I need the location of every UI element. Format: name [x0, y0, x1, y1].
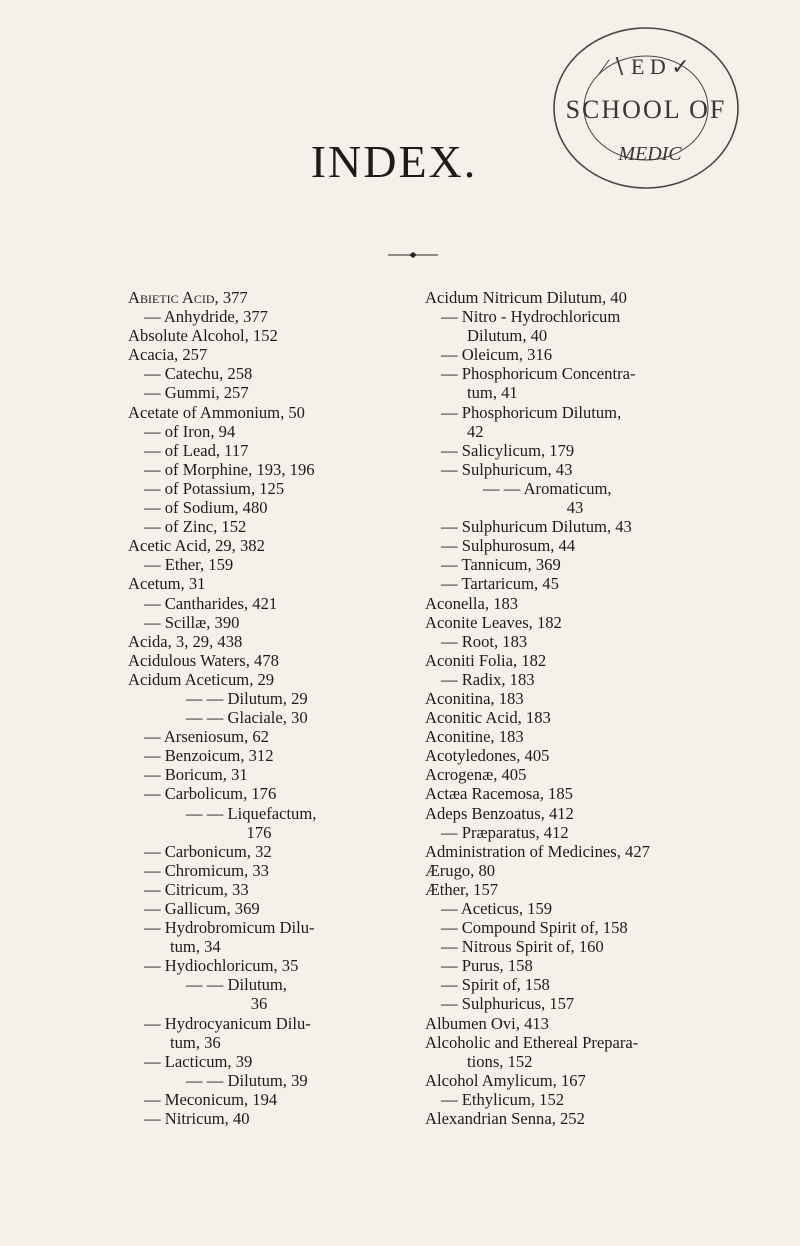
index-entry: — Oleicum, 316: [441, 345, 553, 365]
index-entry: — Cantharides, 421: [144, 593, 278, 613]
index-entry: Aconitic Acid, 183: [425, 708, 551, 728]
index-entry: — Benzoicum, 312: [144, 746, 274, 766]
index-entry: Acetic Acid, 29, 382: [128, 536, 265, 556]
index-entry: — Sulphuricum, 43: [441, 459, 573, 479]
index-entry: Acidum Nitricum Dilutum, 40: [425, 288, 627, 307]
index-entry: Acidulous Waters, 478: [128, 650, 279, 670]
index-entry: Dilutum, 40: [467, 326, 548, 346]
index-entry: — Hydrocyanicum Dilu-: [144, 1013, 311, 1033]
index-entry: — — Liquefactum,: [186, 803, 317, 823]
index-entry: — Anhydride, 377: [144, 307, 268, 327]
index-entry: — — Dilutum, 39: [186, 1070, 308, 1090]
index-entry: — — Glaciale, 30: [186, 708, 308, 728]
index-entry: 42: [467, 421, 484, 441]
index-entry: Aconella, 183: [425, 593, 519, 613]
index-entry: — Meconicum, 194: [144, 1089, 278, 1109]
index-entry: Æther, 157: [425, 879, 499, 899]
index-entry: — Nitricum, 40: [144, 1109, 250, 1129]
index-entry: Acidum Aceticum, 29: [128, 669, 275, 689]
stamp-middle-text: SCHOOL OF: [565, 95, 727, 124]
index-entry: 36: [250, 994, 268, 1014]
divider-ornament: [388, 250, 438, 260]
index-entry: — Carbolicum, 176: [144, 784, 277, 804]
index-entry: 176: [246, 822, 272, 842]
index-entry: — Tannicum, 369: [441, 555, 561, 575]
stamp-bottom-text: MEDIC: [618, 143, 682, 165]
index-entry: — Præparatus, 412: [441, 822, 569, 842]
index-entry: — Nitro - Hydrochloricum: [441, 307, 621, 327]
index-entry: — of Zinc, 152: [144, 517, 247, 537]
index-column-left: [128, 288, 390, 1128]
index-entry: — Hydrobromicum Dilu-: [144, 918, 315, 938]
index-entry: — Carbonicum, 32: [144, 841, 272, 861]
index-entry: — of Iron, 94: [144, 421, 236, 441]
index-entry: Aconitina, 183: [425, 688, 524, 708]
index-entry: — Compound Spirit of, 158: [441, 918, 628, 938]
index-entry: Aconiti Folia, 182: [425, 650, 547, 670]
index-entry: Alcohol Amylicum, 167: [425, 1070, 586, 1090]
index-entry: — Phosphoricum Dilutum,: [441, 402, 622, 422]
index-entry: tum, 41: [467, 383, 518, 403]
index-entry: 43: [566, 498, 584, 518]
index-entry: — Aceticus, 159: [441, 899, 553, 918]
index-entry: — Ethylicum, 152: [441, 1089, 565, 1109]
index-entry: Acacia, 257: [128, 345, 208, 365]
index-entry: — Sulphuricum Dilutum, 43: [441, 517, 632, 537]
index-entry: — of Sodium, 480: [144, 498, 268, 518]
index-entry: Acetum, 31: [128, 574, 206, 594]
index-entry: tum, 34: [170, 937, 221, 957]
index-entry: — Tartaricum, 45: [441, 574, 559, 594]
index-entry: — Spirit of, 158: [441, 975, 550, 995]
index-entry: Acetate of Ammonium, 50: [128, 402, 305, 422]
index-entry: — Catechu, 258: [144, 364, 253, 384]
index-entry: Actæa Racemosa, 185: [425, 784, 573, 804]
index-entry: — Hydiochloricum, 35: [144, 956, 299, 976]
index-entry: — Citricum, 33: [144, 879, 249, 899]
index-entry: — Root, 183: [441, 631, 528, 651]
index-entry: — — Dilutum,: [186, 975, 287, 995]
index-entry: — — Aromaticum,: [483, 478, 612, 498]
index-entry: — Scillæ, 390: [144, 612, 240, 632]
index-entry: — Gallicum, 369: [144, 899, 260, 918]
page-title: INDEX.: [310, 136, 478, 187]
index-entry: — Radix, 183: [441, 669, 535, 689]
stamp-top-text: ∕ ∖ E D ✓: [602, 54, 690, 79]
index-entry: — Purus, 158: [441, 956, 533, 976]
index-column-right: [425, 288, 725, 1128]
index-entry: Acrogenæ, 405: [425, 765, 527, 785]
index-entry: — of Lead, 117: [144, 440, 249, 460]
index-entry: — Sulphurosum, 44: [441, 536, 576, 556]
index-entry: Aconite Leaves, 182: [425, 612, 562, 632]
index-entry: — Arseniosum, 62: [144, 727, 269, 747]
index-entry: — of Potassium, 125: [144, 478, 285, 498]
index-entry: — of Morphine, 193, 196: [144, 459, 315, 479]
index-entry: — Phosphoricum Concentra-: [441, 364, 636, 384]
index-entry: — Lacticum, 39: [144, 1051, 253, 1071]
index-entry: Acotyledones, 405: [425, 746, 550, 766]
index-entry: Abietic Acid, 377: [128, 288, 248, 307]
index-entry: Adeps Benzoatus, 412: [425, 803, 574, 823]
index-entry: Albumen Ovi, 413: [425, 1013, 549, 1033]
index-entry: Ærugo, 80: [425, 860, 496, 880]
index-entry: tum, 36: [170, 1032, 221, 1052]
index-entry: — Ether, 159: [144, 555, 234, 575]
index-entry: Acida, 3, 29, 438: [128, 631, 243, 651]
index-entry: — Chromicum, 33: [144, 860, 269, 880]
index-entry: — — Dilutum, 29: [186, 688, 308, 708]
index-entry: Alexandrian Senna, 252: [425, 1109, 585, 1129]
index-entry: — Boricum, 31: [144, 765, 248, 785]
index-entry: Aconitine, 183: [425, 727, 524, 747]
index-entry: — Gummi, 257: [144, 383, 249, 403]
index-entry: Alcoholic and Ethereal Prepara-: [425, 1032, 639, 1052]
index-entry: — Sulphuricus, 157: [441, 994, 575, 1014]
index-entry: — Nitrous Spirit of, 160: [441, 937, 604, 957]
index-entry: Absolute Alcohol, 152: [128, 326, 278, 346]
index-entry: — Salicylicum, 179: [441, 440, 575, 460]
index-entry: Administration of Medicines, 427: [425, 841, 650, 861]
index-entry: tions, 152: [467, 1051, 533, 1071]
